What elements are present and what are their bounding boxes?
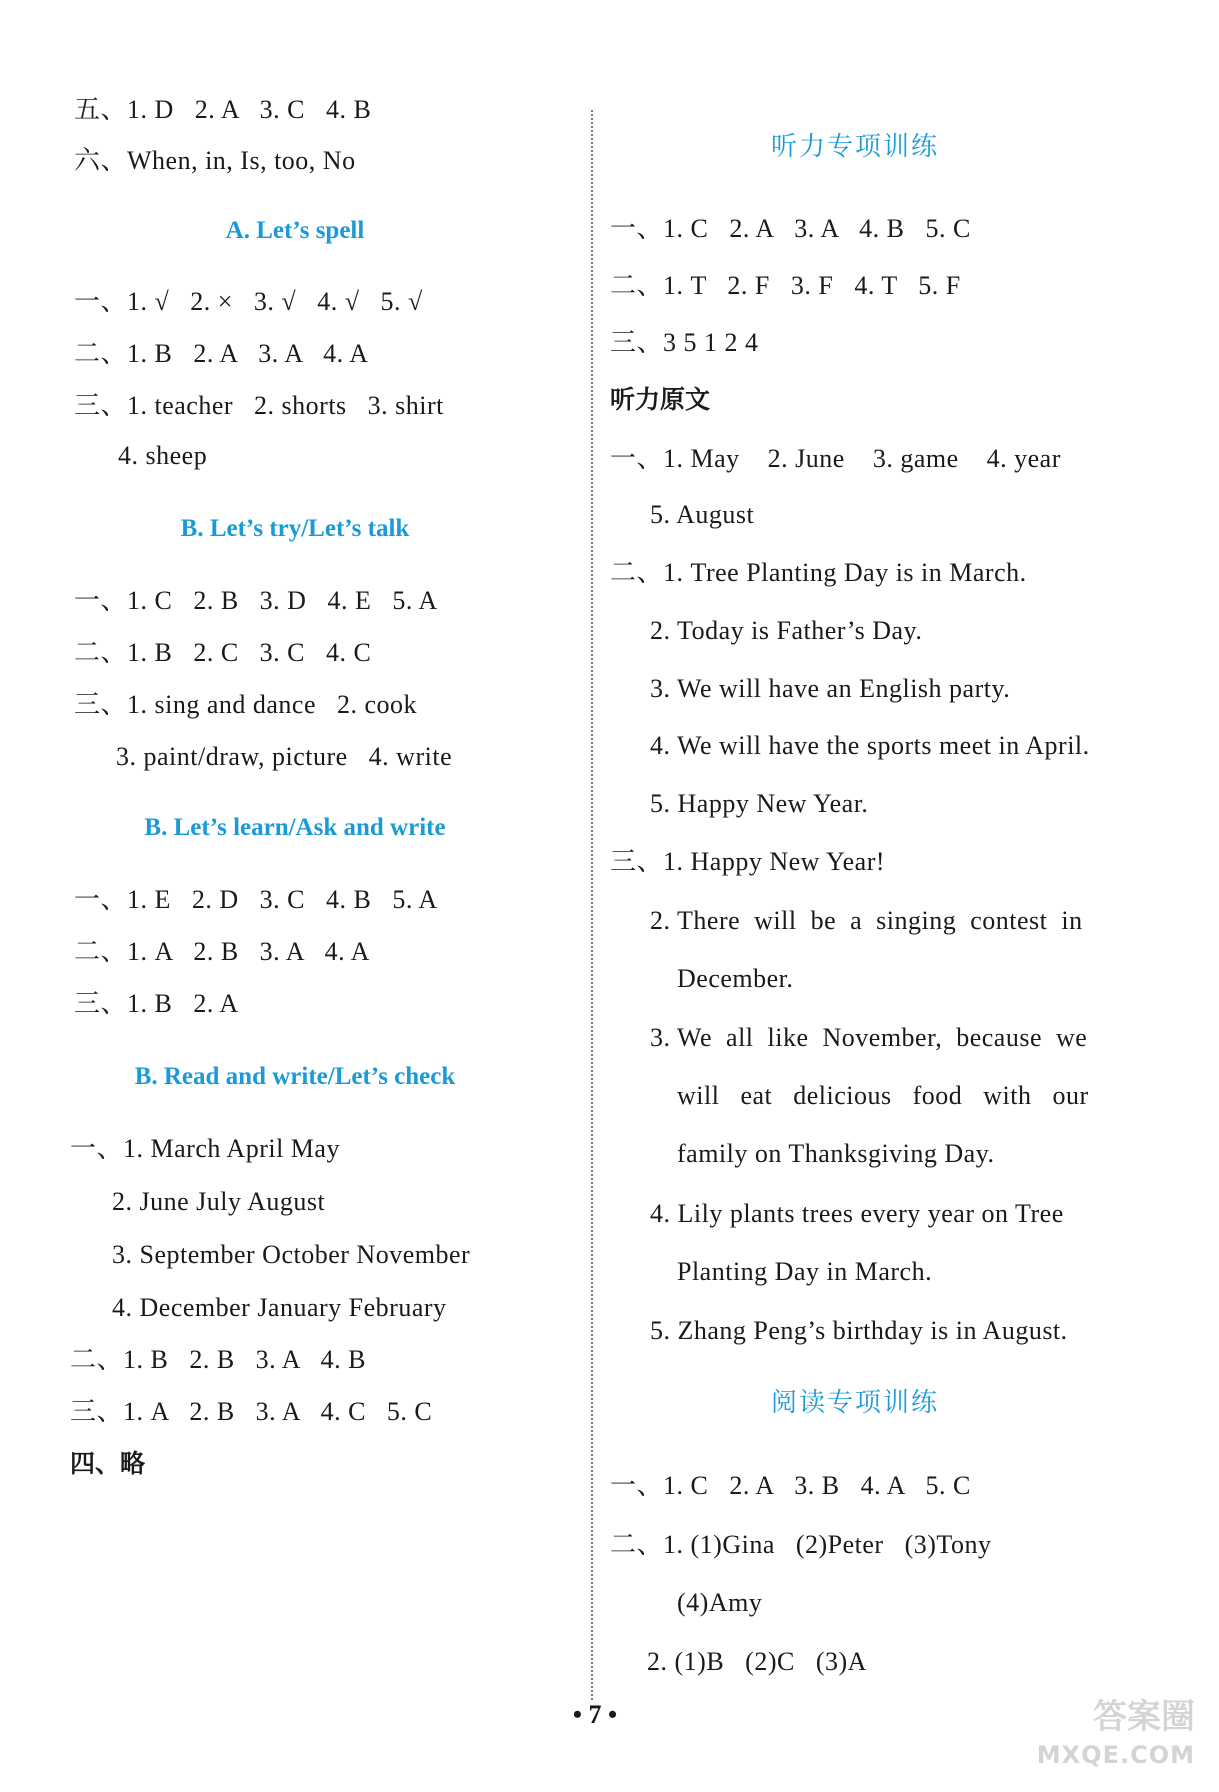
answer-line: 一、1. E 2. D 3. C 4. B 5. A [74,885,438,914]
section-heading: A. Let’s spell [225,217,365,244]
script-line: 4. We will have the sports meet in April. [650,731,1090,760]
answer-line: 六、When, in, Is, too, No [74,146,356,175]
section-heading: B. Read and write/Let’s check [134,1063,456,1090]
script-line: 5. Happy New Year. [650,789,869,818]
script-line: 2. Today is Father’s Day. [650,616,923,645]
answer-line: 四、略 [70,1449,146,1478]
answer-line: 一、1. √ 2. × 3. √ 4. √ 5. √ [74,287,423,316]
answer-line: 4. sheep [118,441,208,470]
section-heading: B. Let’s try/Let’s talk [180,515,410,542]
answer-line: 三、1. sing and dance 2. cook [74,690,418,719]
answer-line: 二、1. T 2. F 3. F 4. T 5. F [610,271,961,300]
script-line: 3. We all like November, because we [650,1023,1088,1052]
answer-line: 二、1. (1)Gina (2)Peter (3)Tony [610,1530,992,1559]
answer-line: 三、1. A 2. B 3. A 4. C 5. C [70,1397,433,1426]
watermark-url: MXQE.COM [1036,1741,1195,1769]
answer-line: 三、1. B 2. A [74,989,239,1018]
answer-line: 三、3 5 1 2 4 [610,328,759,357]
section-heading: 阅读专项训练 [770,1388,939,1418]
script-line: December. [677,964,794,993]
script-line: 3. We will have an English party. [650,674,1011,703]
answer-line: 一、1. March April May [70,1134,340,1163]
answer-line: 三、1. teacher 2. shorts 3. shirt [74,391,444,420]
script-line: family on Thanksgiving Day. [677,1139,995,1168]
answer-line: (4)Amy [677,1588,763,1617]
answer-line: 二、1. B 2. C 3. C 4. C [74,638,372,667]
script-line: 二、1. Tree Planting Day is in March. [610,558,1027,587]
answer-line: 五、1. D 2. A 3. C 4. B [74,95,372,124]
script-line: 三、1. Happy New Year! [610,847,886,876]
script-line: 5. Zhang Peng’s birthday is in August. [650,1316,1068,1345]
answer-line: 3. paint/draw, picture 4. write [116,742,453,771]
section-heading: 听力专项训练 [770,132,939,162]
script-line: 2. There will be a singing contest in [650,906,1083,935]
answer-line: 3. September October November [112,1240,471,1269]
answer-line: 一、1. C 2. A 3. A 4. B 5. C [610,214,971,243]
answer-line: 二、1. B 2. B 3. A 4. B [70,1345,366,1374]
page-number: • 7 • [572,1700,618,1729]
answer-line: 2. (1)B (2)C (3)A [647,1647,867,1676]
answer-line: 2. June July August [112,1187,326,1216]
answer-line: 4. December January February [112,1293,447,1322]
script-line: 一、1. May 2. June 3. game 4. year [610,444,1061,473]
watermark-text: 答案圈 [1093,1697,1195,1737]
answer-line: 二、1. A 2. B 3. A 4. A [74,937,370,966]
watermark-logo [1037,1698,1195,1774]
script-line: 5. August [650,500,755,529]
answer-line: 一、1. C 2. B 3. D 4. E 5. A [74,586,438,615]
script-line: Planting Day in March. [677,1257,933,1286]
answer-line: 二、1. B 2. A 3. A 4. A [74,339,369,368]
script-line: 4. Lily plants trees every year on Tree [650,1199,1064,1228]
answer-line: 一、1. C 2. A 3. B 4. A 5. C [610,1471,971,1500]
subsection-heading: 听力原文 [610,385,711,414]
column-divider [591,110,593,1700]
section-heading: B. Let’s learn/Ask and write [144,814,446,841]
script-line: will eat delicious food with our [677,1081,1089,1110]
